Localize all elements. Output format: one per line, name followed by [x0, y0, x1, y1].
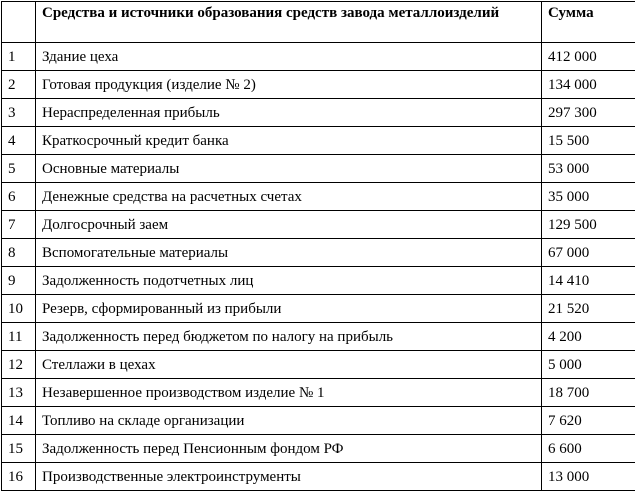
row-item-name: Готовая продукция (изделие № 2) — [36, 71, 542, 99]
row-number: 6 — [2, 183, 36, 211]
row-item-name: Основные материалы — [36, 155, 542, 183]
table-row — [2, 211, 635, 239]
row-item-name: Задолженность перед Пенсионным фондом РФ — [36, 435, 542, 463]
row-number: 16 — [2, 463, 36, 491]
row-item-name: Резерв, сформированный из прибыли — [36, 295, 542, 323]
row-number: 11 — [2, 323, 36, 351]
row-item-name: Нераспределенная прибыль — [36, 99, 542, 127]
row-sum: 412 000 — [542, 43, 635, 71]
table-row — [2, 239, 635, 267]
row-number: 7 — [2, 211, 36, 239]
row-item-name: Задолженность подотчетных лиц — [36, 267, 542, 295]
table-row — [2, 183, 635, 211]
row-number: 13 — [2, 379, 36, 407]
header-number-cell — [2, 2, 36, 43]
table-row — [2, 379, 635, 407]
table-row — [2, 295, 635, 323]
row-number: 12 — [2, 351, 36, 379]
row-item-name: Вспомогательные материалы — [36, 239, 542, 267]
table-row — [2, 155, 635, 183]
row-item-name: Задолженность перед бюджетом по налогу на прибыль — [36, 323, 542, 351]
row-sum: 7 620 — [542, 407, 635, 435]
balance-items-table — [1, 1, 635, 491]
row-sum: 53 000 — [542, 155, 635, 183]
row-sum: 18 700 — [542, 379, 635, 407]
row-number: 2 — [2, 71, 36, 99]
table-row — [2, 323, 635, 351]
row-number: 5 — [2, 155, 36, 183]
row-item-name: Незавершенное производством изделие № 1 — [36, 379, 542, 407]
row-sum: 13 000 — [542, 463, 635, 491]
row-sum: 134 000 — [542, 71, 635, 99]
row-number: 14 — [2, 407, 36, 435]
table-row — [2, 407, 635, 435]
row-sum: 14 410 — [542, 267, 635, 295]
table-row — [2, 267, 635, 295]
row-item-name: Долгосрочный заем — [36, 211, 542, 239]
row-sum: 35 000 — [542, 183, 635, 211]
row-number: 8 — [2, 239, 36, 267]
row-sum: 297 300 — [542, 99, 635, 127]
table-row — [2, 463, 635, 491]
row-sum: 4 200 — [542, 323, 635, 351]
row-sum: 5 000 — [542, 351, 635, 379]
row-number: 3 — [2, 99, 36, 127]
table-row — [2, 127, 635, 155]
table-row — [2, 99, 635, 127]
row-item-name: Денежные средства на расчетных счетах — [36, 183, 542, 211]
row-sum: 6 600 — [542, 435, 635, 463]
row-sum: 129 500 — [542, 211, 635, 239]
row-item-name: Производственные электроинструменты — [36, 463, 542, 491]
table-row — [2, 43, 635, 71]
header-sum-cell: Сумма — [542, 2, 635, 43]
row-number: 10 — [2, 295, 36, 323]
header-name-cell: Средства и источники образования средств завода металлоизделий — [36, 2, 542, 43]
row-item-name: Топливо на складе организации — [36, 407, 542, 435]
table-row — [2, 435, 635, 463]
row-item-name: Здание цеха — [36, 43, 542, 71]
table-row — [2, 71, 635, 99]
row-number: 4 — [2, 127, 36, 155]
row-sum: 21 520 — [542, 295, 635, 323]
row-item-name: Краткосрочный кредит банка — [36, 127, 542, 155]
table-row — [2, 351, 635, 379]
row-item-name: Стеллажи в цехах — [36, 351, 542, 379]
row-sum: 67 000 — [542, 239, 635, 267]
row-number: 9 — [2, 267, 36, 295]
row-number: 1 — [2, 43, 36, 71]
table-header-row — [2, 2, 635, 43]
row-number: 15 — [2, 435, 36, 463]
row-sum: 15 500 — [542, 127, 635, 155]
